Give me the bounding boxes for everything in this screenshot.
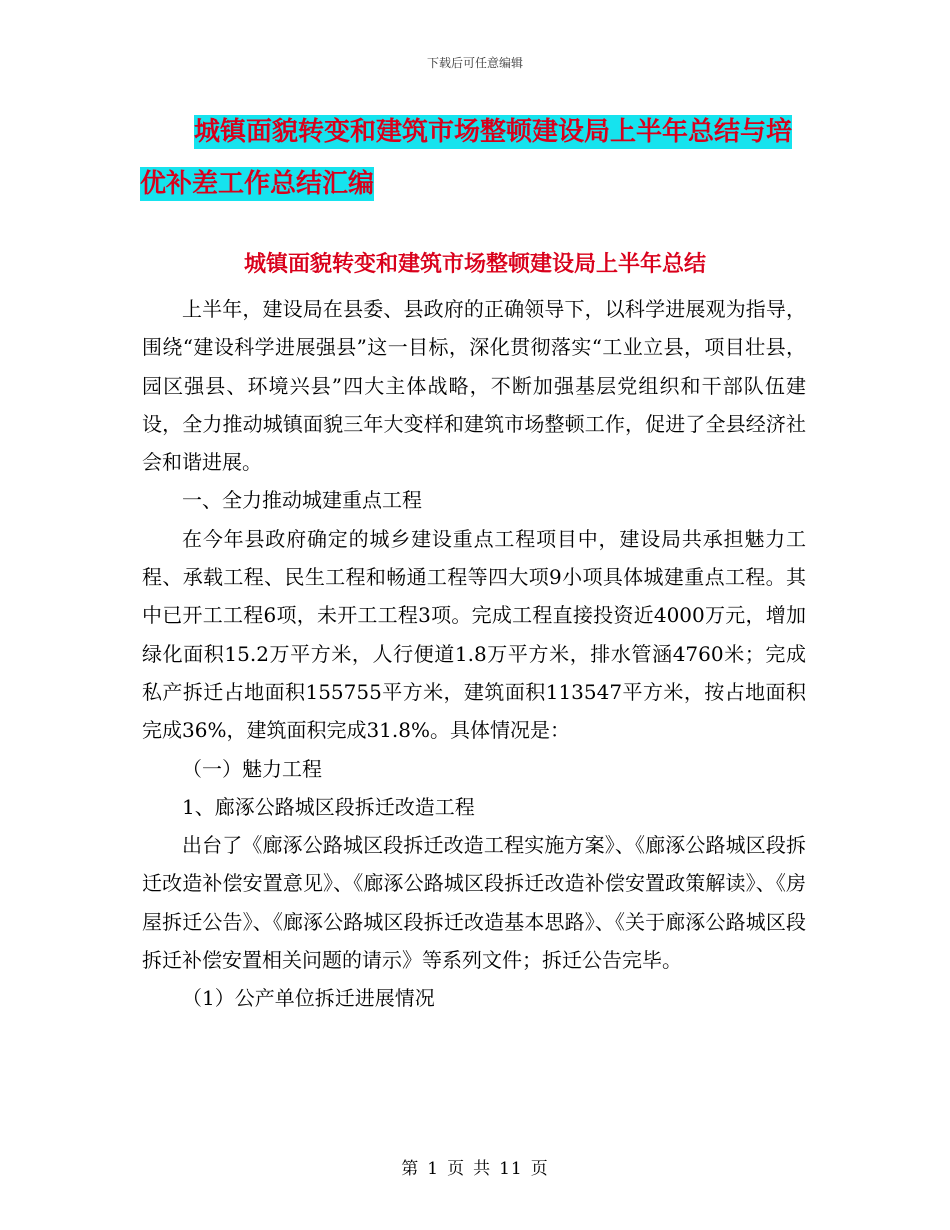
paragraph-documents: 出台了《廊涿公路城区段拆迁改造工程实施方案》、《廊涿公路城区段拆迁改造补偿安置意见》、《廊涿公路城区段拆迁改造补偿安置政策解读》、《房屋拆迁公告》、《廊涿公路城区段拆迁改造基本思路》、《关于廊涿公路城区段拆迁补偿安置相关问题的请示》等系列文件；拆迁公告完毕。 xyxy=(142,833,806,973)
heading-section-1: 一、全力推动城建重点工程 xyxy=(182,488,422,513)
paragraph-intro: 上半年，建设局在县委、县政府的正确领导下，以科学进展观为指导，围绕“建设科学进展强县”这一目标，深化贯彻落实“工业立县，项目壮县，园区强县、环境兴县”四大主体战略，不断加强基层党组织和干部队伍建设，全力推动城镇面貌三年大变样和建筑市场整顿工作，促进了全县经济社会和谐进展。 xyxy=(142,297,806,475)
header-note: 下载后可任意编辑 xyxy=(426,56,523,70)
footer-total-label: 共 xyxy=(473,1159,492,1179)
footer-page-number: 1 xyxy=(427,1159,440,1179)
heading-subsection-1: （一）魅力工程 xyxy=(182,756,322,781)
heading-item-1-1: （1）公产单位拆迁进展情况 xyxy=(182,986,435,1011)
document-title xyxy=(140,106,820,210)
section-title: 城镇面貌转变和建筑市场整顿建设局上半年总结 xyxy=(243,252,706,277)
title-line-1: 城镇面貌转变和建筑市场整顿建设局上半年总结与培 xyxy=(194,117,793,147)
footer-page-unit: 页 xyxy=(447,1159,466,1179)
footer-page-label: 第 xyxy=(401,1159,420,1179)
document-body xyxy=(142,290,806,1018)
title-line-2: 优补差工作总结汇编 xyxy=(140,169,375,199)
heading-item-1: 1、廊涿公路城区段拆迁改造工程 xyxy=(182,794,475,819)
footer-total-unit: 页 xyxy=(530,1159,549,1179)
footer-total-pages: 11 xyxy=(499,1159,523,1179)
paragraph-projects: 在今年县政府确定的城乡建设重点工程项目中，建设局共承担魅力工程、承载工程、民生工程和畅通工程等四大项9小项具体城建重点工程。其中已开工工程6项，未开工工程3项。完成工程直接投资近4000万元，增加绿化面积15.2万平方米，人行便道1.8万平方米，排水管涵4760米；完成私产拆迁占地面积155755平方米，建筑面积113547平方米，按占地面积完成36%，建筑面积完成31.8%。具体情况是： xyxy=(142,526,806,743)
page-footer xyxy=(0,1154,950,1179)
